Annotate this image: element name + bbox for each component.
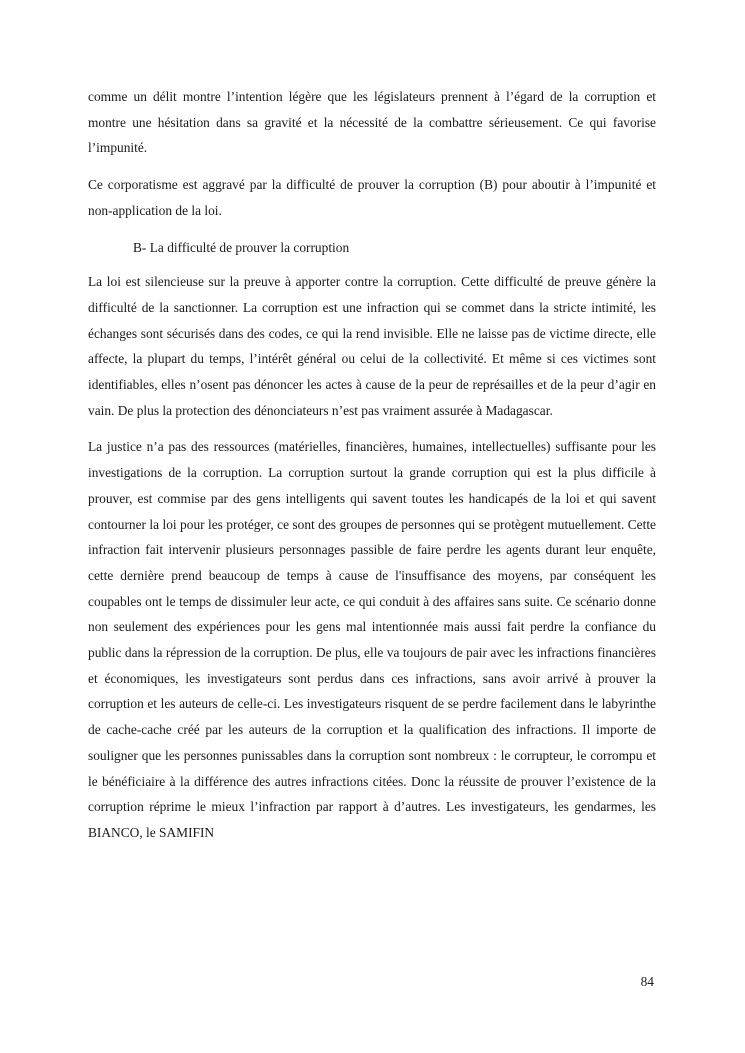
paragraph-continuation: comme un délit montre l’intention légère que les législateurs prennent à l’égard de la corruption et montre une hésitation dans sa gravité et la nécessité de la combattre sérieusement. Ce qui favorise l’impunité. [88,89,656,156]
document-body [88,84,656,857]
section-heading: B- La difficulté de prouver la corruption [133,239,350,255]
paragraph-corporatisme: Ce corporatisme est aggravé par la difficulté de prouver la corruption (B) pour aboutir à l’impunité et non-application de la loi. [88,177,656,218]
paragraph-loi-silencieuse: La loi est silencieuse sur la preuve à apporter contre la corruption. Cette difficulté de preuve génère la difficulté de la sanctionner. La corruption est une infraction qui se commet dans la stricte intimité, les échanges sont sécurisés dans des codes, ce qui la rend invisible. Elle ne laisse pas de victime directe, elle affecte, la plupart du temps, l’intérêt général ou celui de la collectivité. Et même si ces victimes sont identifiables, elles n’osent pas dénoncer les actes à cause de la peur de représailles et de la peur d’agir en vain. De plus la protection des dénonciateurs n’est pas vraiment assurée à Madagascar. [88,274,656,418]
page-number: 84 [640,974,654,989]
paragraph-justice-ressources: La justice n’a pas des ressources (matérielles, financières, humaines, intellectuelles) suffisante pour les investigations de la corruption. La corruption surtout la grande corruption qui est la plus difficile à prouver, est commise par des gens intelligents qui savent toutes les handicapés de la loi et qui savent contourner la loi pour les protéger, ce sont des groupes de personnes qui se protègent mutuellement. Cette infraction fait intervenir plusieurs personnages passible de faire perdre les agents durant leur enquête, cette dernière prend beaucoup de temps à cause de l'insuffisance des moyens, par conséquent les coupables ont le temps de dissimuler leur acte, ce qui conduit à des affaires sans suite. Ce scénario donne non seulement des expériences pour les gens mal intentionnée mais aussi fait perdre la confiance du public dans la répression de la corruption. De plus, elle va toujours de pair avec les infractions financières et économiques, les investigateurs sont perdus dans ces infractions, sans avoir arrivé à prouver la corruption et les auteurs de celle-ci. Les investigateurs risquent de se perdre facilement dans le labyrinthe de cache-cache créé par les auteurs de la corruption et la qualification des infractions. Il importe de souligner que les personnes punissables dans la corruption sont nombreux : le corrupteur, le corrompu et le bénéficiaire à la différence des autres infractions citées. Donc la réussite de prouver l’existence de la corruption réprime le mieux l’infraction par rapport à d’autres. Les investigateurs, les gendarmes, les BIANCO, le SAMIFIN [88,439,656,840]
